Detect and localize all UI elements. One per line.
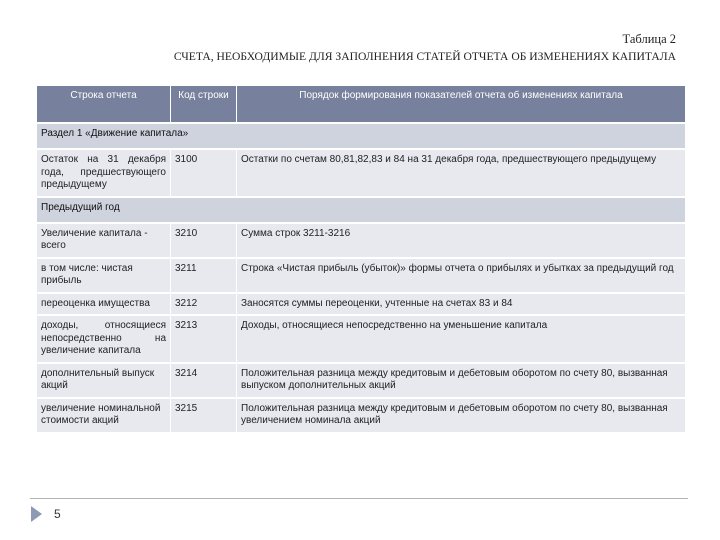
table-row xyxy=(37,259,685,292)
row-desc: Положительная разница между кредитовым и дебетовым оборотом по счету 80, вызванная выпуском дополнительных акций xyxy=(237,364,685,397)
table-row xyxy=(37,150,685,196)
header-code: Код строки xyxy=(171,86,237,122)
header-order: Порядок формирования показателей отчета об изменениях капитала xyxy=(237,86,685,122)
section-row xyxy=(37,198,685,222)
row-code: 3214 xyxy=(171,364,237,397)
row-desc: Заносятся суммы переоценки, учтенные на счетах 83 и 84 xyxy=(237,294,685,315)
row-code: 3215 xyxy=(171,399,237,432)
table-row xyxy=(37,399,685,432)
row-line: переоценка имущества xyxy=(37,294,171,315)
section-row xyxy=(37,124,685,148)
section-2-title: Предыдущий год xyxy=(37,198,685,222)
row-desc: Положительная разница между кредитовым и дебетовым оборотом по счету 80, вызванная увеличением номинала акций xyxy=(237,399,685,432)
row-line: в том числе: чистая прибыль xyxy=(37,259,171,292)
row-code: 3212 xyxy=(171,294,237,315)
row-desc: Сумма строк 3211-3216 xyxy=(237,224,685,257)
page-number: 5 xyxy=(54,507,61,521)
row-desc: Строка «Чистая прибыль (убыток)» формы отчета о прибылях и убытках за предыдущий год xyxy=(237,259,685,292)
row-code: 3211 xyxy=(171,259,237,292)
header-row xyxy=(37,86,685,122)
row-line: увеличение номинальной стоимости акций xyxy=(37,399,171,432)
row-line: дополнительный выпуск акций xyxy=(37,364,171,397)
row-line: Остаток на 31 декабря года, предшествующего предыдущему xyxy=(37,150,171,196)
section-1-title: Раздел 1 «Движение капитала» xyxy=(37,124,685,148)
row-line: доходы, относящиеся непосредственно на увеличение капитала xyxy=(37,316,171,362)
header-line: Строка отчета xyxy=(37,86,171,122)
row-desc: Остатки по счетам 80,81,82,83 и 84 на 31 декабря года, предшествующего предыдущему xyxy=(237,150,685,196)
row-line: Увеличение капитала - всего xyxy=(37,224,171,257)
row-code: 3213 xyxy=(171,316,237,362)
footer-divider xyxy=(30,498,688,499)
table-row xyxy=(37,316,685,362)
row-code: 3210 xyxy=(171,224,237,257)
table-row xyxy=(37,364,685,397)
row-code: 3100 xyxy=(171,150,237,196)
report-table xyxy=(37,84,685,434)
table-row xyxy=(37,294,685,315)
table-caption xyxy=(174,30,676,66)
table-number: Таблица 2 xyxy=(622,32,676,46)
row-desc: Доходы, относящиеся непосредственно на уменьшение капитала xyxy=(237,316,685,362)
arrow-right-icon xyxy=(31,506,42,522)
table-title: СЧЕТА, НЕОБХОДИМЫЕ ДЛЯ ЗАПОЛНЕНИЯ СТАТЕЙ ОТЧЕТА ОБ ИЗМЕНЕНИЯХ КАПИТАЛА xyxy=(173,50,676,63)
table-row xyxy=(37,224,685,257)
